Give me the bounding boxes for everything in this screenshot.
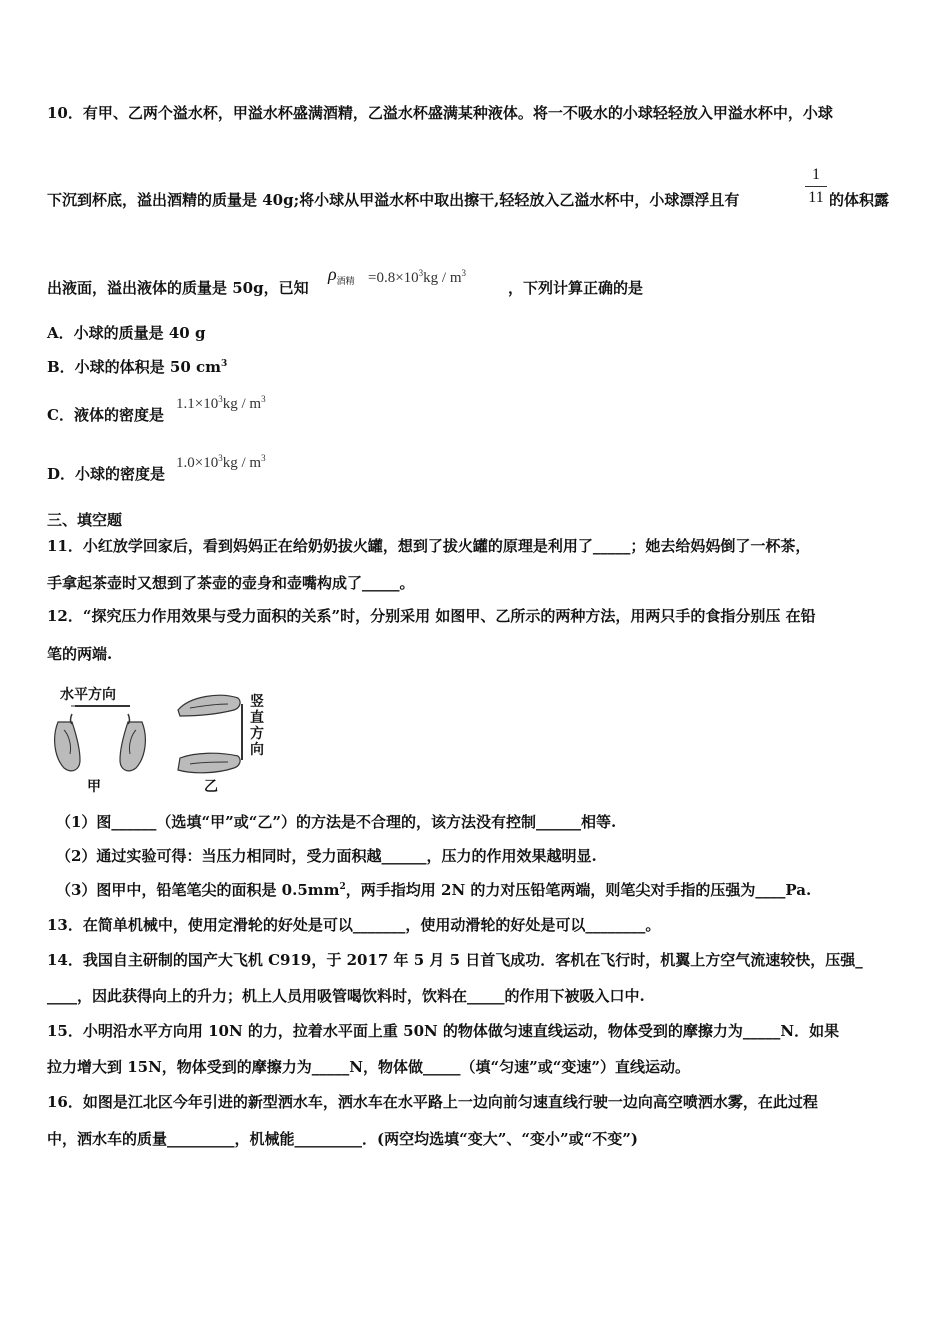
q10-line-1: 10．有甲、乙两个溢水杯，甲溢水杯盛满酒精，乙溢水杯盛满某种液体。将一不吸水的小球轻轻放入甲溢水杯中，小球 (47, 104, 833, 122)
q10-option-a: A．小球的质量是 40 g (47, 324, 206, 342)
q10-line-2a: 下沉到杯底，溢出酒精的质量是 40g;将小球从甲溢水杯中取出擦干,轻轻放入乙溢水杯中，小球漂浮且有 (47, 191, 740, 209)
q15-line-1: 15．小明沿水平方向用 10N 的力，拉着水平面上重 50N 的物体做匀速直线运动，物体受到的摩擦力为_____N．如果 (47, 1022, 840, 1040)
q12-sub-2: （2）通过实验可得：当压力相同时，受力面积越______，压力的作用效果越明显. (56, 847, 597, 865)
q16-line-1: 16．如图是江北区今年引进的新型洒水车，洒水车在水平路上一边向前匀速直线行驶一边向高空喷洒水雾，在此过程 (47, 1093, 818, 1111)
q10-option-d: D．小球的密度是 (47, 465, 166, 483)
q13-line-1: 13．在简单机械中，使用定滑轮的好处是可以_______，使用动滑轮的好处是可以________。 (47, 916, 661, 934)
option-c-unit: kg / m (222, 396, 262, 412)
option-d-unit: kg / m (222, 455, 262, 471)
q12-line-2: 笔的两端. (47, 645, 113, 663)
q10-line-3a: 出液面，溢出液体的质量是 50g，已知 (47, 279, 309, 297)
q10-option-b (47, 357, 227, 377)
q12-line-1: 12．“探究压力作用效果与受力面积的关系”时，分别采用 如图甲、乙所示的两种方法，用两只手的食指分别压 在铅 (47, 607, 816, 625)
option-d-value: 1.0×10 (176, 455, 219, 471)
q11-line-2: 手拿起茶壶时又想到了茶壶的壶身和壶嘴构成了_____。 (47, 574, 415, 592)
option-b-text: B．小球的体积是 50 cm (47, 358, 222, 376)
q12-sub-1: （1）图______（选填“甲”或“乙”）的方法是不合理的，该方法没有控制______相等. (56, 813, 617, 831)
fraction-numerator: 1 (812, 166, 820, 183)
option-c-exponent: 3 (218, 394, 223, 404)
option-c-value: 1.1×10 (176, 396, 219, 412)
q15-line-2: 拉力增大到 15N，物体受到的摩擦力为_____N，物体做_____（填“匀速”或“变速”）直线运动。 (47, 1058, 691, 1076)
label-vertical-direction: 竖直方向 (250, 694, 264, 758)
fraction-denominator: 11 (808, 189, 824, 206)
option-b-exponent: 3 (221, 359, 228, 369)
q12-sub-3-part-b: ，两手指均用 2N 的力对压铅笔两端，则笔尖对手指的压强为____Pa. (345, 881, 812, 899)
q10-line-2b: 的体积露 (829, 191, 890, 209)
q16-line-2: 中，洒水车的质量_________，机械能_________．(两空均选填“变大”、“变小”或“不变”) (47, 1130, 638, 1148)
section-title: 三、填空题 (47, 511, 123, 529)
rho-symbol: ρ (328, 264, 337, 284)
label-horizontal-direction: 水平方向 (60, 687, 116, 703)
q10-option-c: C．液体的密度是 (47, 406, 164, 424)
formula-unit-exponent: 3 (461, 268, 467, 278)
right-hand (120, 722, 145, 771)
q14-line-1: 14．我国自主研制的国产大飞机 C919，于 2017 年 5 月 5 日首飞成功．客机在飞行时，机翼上方空气流速较快，压强_ (47, 951, 863, 969)
q11-line-1: 11．小红放学回家后，看到妈妈正在给奶奶拔火罐，想到了拔火罐的原理是利用了_____；她去给妈妈倒了一杯茶， (47, 537, 811, 555)
fraction-bar (805, 186, 827, 187)
q12-sub-3-part-a: （3）图甲中，铅笔笔尖的面积是 0.5mm (56, 881, 340, 899)
bottom-hand (178, 753, 240, 773)
rho-alcohol (328, 264, 355, 287)
q10-line-3b: ，下列计算正确的是 (508, 279, 644, 297)
q12-sub-3-exponent: 2 (339, 882, 346, 892)
rho-subscript: 酒精 (336, 277, 355, 287)
q12-sub-3 (56, 880, 811, 900)
q10-option-c-value (176, 394, 266, 414)
q10-option-d-value (176, 453, 266, 473)
label-figure-yi: 乙 (204, 779, 218, 795)
left-hand (55, 722, 80, 771)
q10-fraction (805, 166, 827, 207)
option-d-unit-exponent: 3 (261, 453, 266, 463)
pencil-experiment-figure (50, 682, 280, 797)
formula-value: =0.8×10 (368, 270, 419, 286)
formula-exponent: 3 (418, 268, 424, 278)
q14-line-2: ____，因此获得向上的升力；机上人员用吸管喝饮料时，饮料在_____的作用下被吸入口中. (47, 987, 645, 1005)
formula-unit: kg / m (423, 270, 462, 286)
option-d-exponent: 3 (218, 453, 223, 463)
option-c-unit-exponent: 3 (261, 394, 266, 404)
label-figure-jia: 甲 (87, 779, 101, 795)
q10-formula (368, 268, 466, 288)
